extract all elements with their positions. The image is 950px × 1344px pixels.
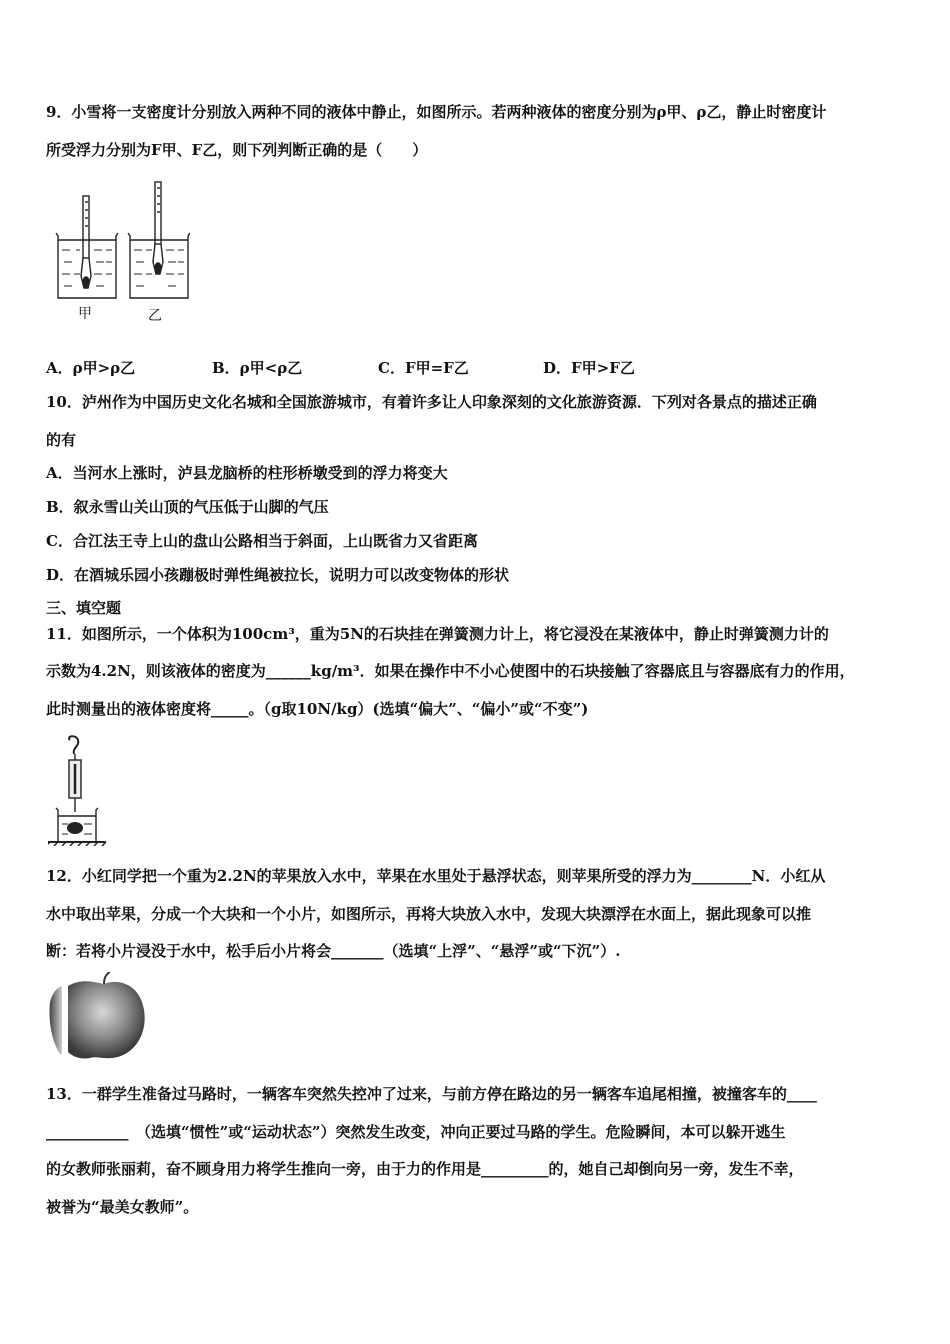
q10-option-a: A．当河水上涨时，泸县龙脑桥的柱形桥墩受到的浮力将变大 (46, 464, 448, 482)
q12-text-line1: 12．小红同学把一个重为2.2N的苹果放入水中，苹果在水里处于悬浮状态，则苹果所受的浮力为________N．小红从 (46, 867, 826, 885)
apple-figure (48, 972, 148, 1060)
caption-yi: 乙 (148, 308, 162, 324)
q12-text-line3: 断：若将小片浸没于水中，松手后小片将会_______（选填“上浮”、“悬浮”或“下沉”）. (46, 942, 621, 960)
q10-text-line1: 10．泸州作为中国历史文化名城和全国旅游城市，有着许多让人印象深刻的文化旅游资源．下列对各景点的描述正确 (46, 393, 817, 411)
beaker-jia (56, 196, 118, 298)
q11-text-line2: 示数为4.2N，则该液体的密度为______kg/m³．如果在操作中不小心使图中的石块接触了容器底且与容器底有力的作用， (46, 662, 855, 680)
apple-slice (49, 986, 62, 1054)
q10-option-c: C．合江法王寺上山的盘山公路相当于斜面，上山既省力又省距离 (46, 532, 478, 550)
stone-block (67, 822, 83, 834)
q11-text-line1: 11．如图所示，一个体积为100cm³，重为5N的石块挂在弹簧测力计上，将它浸没在某液体中，静止时弹簧测力计的 (46, 625, 829, 643)
q11-text-line3: 此时测量出的液体密度将_____。（g取10N/kg）(选填“偏大”、“偏小”或“不变”) (46, 700, 589, 718)
q13-text-line4: 被誉为“最美女教师”。 (46, 1198, 199, 1216)
apple-big-piece (68, 981, 145, 1058)
hydrometer-figure (50, 178, 190, 308)
q9-option-d: D．F甲>F乙 (543, 359, 635, 377)
caption-jia: 甲 (78, 306, 92, 322)
section-title: 三、填空题 (46, 599, 122, 617)
spring-scale-figure (48, 734, 108, 846)
q9-text-line2: 所受浮力分别为F甲、F乙，则下列判断正确的是（ ） (46, 141, 428, 159)
q12-text-line2: 水中取出苹果，分成一个大块和一个小片，如图所示，再将大块放入水中，发现大块漂浮在水面上，据此现象可以推 (46, 905, 812, 923)
q10-text-line2: 的有 (46, 431, 77, 449)
q13-text-line1: 13．一群学生准备过马路时，一辆客车突然失控冲了过来，与前方停在路边的另一辆客车追尾相撞，被撞客车的____ (46, 1085, 817, 1103)
q13-text-line2: ___________ （选填“惯性”或“运动状态”）突然发生改变，冲向正要过马路的学生。危险瞬间，本可以躲开逃生 (46, 1123, 786, 1141)
q9-option-c: C．F甲=F乙 (378, 359, 469, 377)
q10-option-b: B．叙永雪山关山顶的气压低于山脚的气压 (46, 498, 329, 516)
beaker-yi (128, 182, 190, 298)
q13-text-line3: 的女教师张丽莉，奋不顾身用力将学生推向一旁，由于力的作用是_________的，她自己却倒向另一旁，发生不幸， (46, 1160, 804, 1178)
q9-text-line1: 9．小雪将一支密度计分别放入两种不同的液体中静止，如图所示。若两种液体的密度分别为ρ甲、ρ乙，静止时密度计 (46, 103, 827, 121)
q9-option-b: B．ρ甲<ρ乙 (212, 359, 303, 377)
q10-option-d: D．在酒城乐园小孩蹦极时弹性绳被拉长，说明力可以改变物体的形状 (46, 566, 510, 584)
q9-option-a: A．ρ甲>ρ乙 (46, 359, 136, 377)
